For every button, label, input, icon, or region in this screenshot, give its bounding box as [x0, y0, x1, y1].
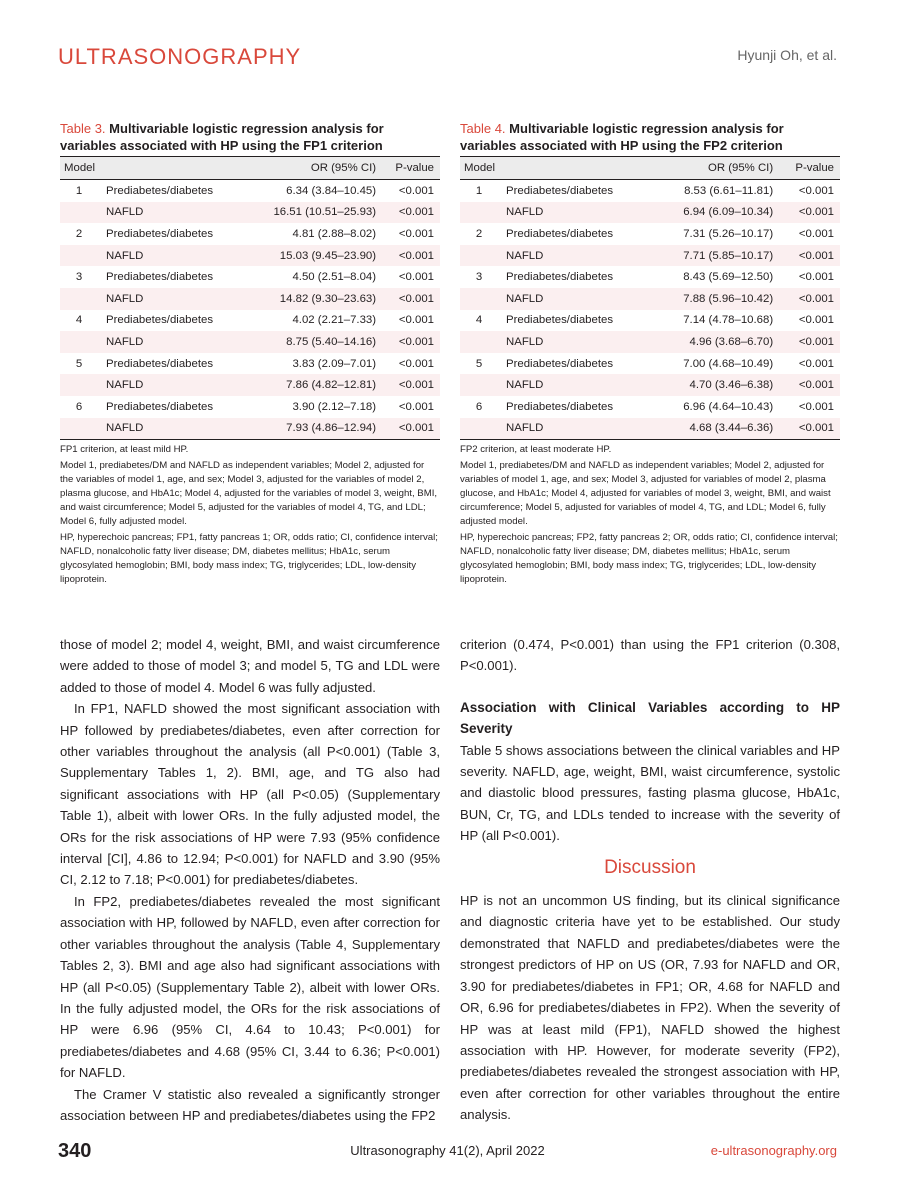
table-row [460, 223, 840, 245]
model-cell [60, 288, 102, 310]
variable-cell: NAFLD [106, 335, 144, 348]
table-row [60, 310, 440, 332]
or-cell: 15.03 (9.45–23.90) [279, 249, 377, 262]
table-row [460, 245, 840, 267]
variable-cell: NAFLD [506, 335, 544, 348]
pvalue-cell: <0.001 [798, 400, 834, 413]
table-row [60, 418, 440, 440]
table3-number: Table 3. [60, 121, 106, 136]
table4-notes [460, 443, 840, 587]
running-author: Hyunji Oh, et al. [737, 47, 837, 63]
model-cell: 5 [475, 357, 483, 370]
col-header-model: Model [464, 162, 496, 174]
table-row [460, 396, 840, 418]
table-row [460, 353, 840, 375]
or-cell: 7.14 (4.78–10.68) [683, 314, 774, 327]
or-cell: 8.53 (6.61–11.81) [684, 184, 774, 197]
or-cell: 4.68 (3.44–6.36) [689, 422, 774, 435]
table3-body [60, 180, 440, 440]
left-body-text [60, 634, 440, 1126]
model-cell: 2 [475, 227, 483, 240]
model-cell [60, 245, 102, 267]
table-row [60, 245, 440, 267]
paragraph: In FP1, NAFLD showed the most significant association with HP followed by prediabetes/diabetes, even after correction for other variables throughout the analysis (all P<0.001) (Table 3, Supplementary Tables 1, 2). BMI, age, and TG also had significant associations with HP (all P<0.05) (Supplementary Table 1), albeit with lower ORs. In the fully adjusted model, the ORs for the risk associations of HP were 7.93 (95% confidence interval [CI], 4.86 to 12.94; P<0.001) for NAFLD and 3.90 (95% CI, 2.12 to 7.18; P<0.001) for prediabetes/diabetes. [60, 701, 440, 888]
variable-cell: Prediabetes/diabetes [106, 314, 214, 327]
table4-block [460, 120, 840, 589]
table-row [460, 180, 840, 202]
journal-website-link[interactable]: e-ultrasonography.org [710, 1143, 837, 1158]
pvalue-cell: <0.001 [798, 206, 834, 219]
pvalue-cell: <0.001 [798, 292, 834, 305]
variable-cell: NAFLD [106, 379, 144, 392]
variable-cell: NAFLD [506, 292, 544, 305]
model-cell [60, 374, 102, 396]
variable-cell: Prediabetes/diabetes [506, 271, 614, 284]
variable-cell: Prediabetes/diabetes [506, 184, 614, 197]
model-cell: 1 [75, 184, 83, 197]
table-row [460, 266, 840, 288]
table3-note: Model 1, prediabetes/DM and NAFLD as independent variables; Model 2, adjusted for the variables of model 1, age, and sex; Model 3, adjusted for the variables of model 2, plasma glucose, and HbA1c; Model 4, adjusted for the variables of model 3, weight, BMI, and waist circumference; Model 5, adjusted for the variables of model 4, TG, and LDL; Model 6, fully adjusted model. [60, 460, 438, 528]
model-cell: 1 [475, 184, 483, 197]
variable-cell: Prediabetes/diabetes [506, 227, 614, 240]
model-cell: 5 [75, 357, 83, 370]
variable-cell: NAFLD [106, 422, 144, 435]
variable-cell: NAFLD [506, 379, 544, 392]
journal-name: ULTRASONOGRAPHY [58, 44, 302, 69]
col-header-variable [102, 157, 244, 180]
page-number: 340 [58, 1140, 92, 1162]
table-row [460, 331, 840, 353]
or-cell: 4.81 (2.88–8.02) [292, 227, 377, 240]
table-row [60, 266, 440, 288]
model-cell: 6 [75, 400, 83, 413]
or-cell: 7.00 (4.68–10.49) [683, 357, 774, 370]
table3-note: HP, hyperechoic pancreas; FP1, fatty pancreas 1; OR, odds ratio; CI, confidence interval; NAFLD, nonalcoholic fatty liver disease; DM, diabetes mellitus; HbA1c, serum glycosylated hemoglobin; BMI, body mass index; TG, triglycerides; LDL, low-density lipoprotein. [60, 532, 438, 586]
paragraph: those of model 2; model 4, weight, BMI, and waist circumference were added to those of model 3; and model 5, TG and LDL were added to those of model 4. Model 6 was fully adjusted. [60, 637, 440, 695]
table-row [460, 310, 840, 332]
variable-cell: NAFLD [106, 206, 144, 219]
pvalue-cell: <0.001 [398, 335, 434, 348]
table3 [60, 156, 440, 440]
paragraph: HP is not an uncommon US finding, but its clinical significance and diagnostic criteria have yet to be established. Our study demonstrated that NAFLD and prediabetes/diabetes were the strongest predictors of HP on US (OR, 7.93 for NAFLD and OR, 3.90 for prediabetes/diabetes in FP1; OR, 4.68 for NAFLD and OR, 6.96 for prediabetes/diabetes in FP2). When the severity of HP was at least mild (FP1), NAFLD showed the highest association with HP. However, for moderate severity (FP2), prediabetes/diabetes revealed the strongest association with HP, even after correction for other variables throughout the entire analysis. [460, 893, 840, 1123]
or-cell: 16.51 (10.51–25.93) [273, 206, 377, 219]
pvalue-cell: <0.001 [798, 335, 834, 348]
table-row [60, 331, 440, 353]
pvalue-cell: <0.001 [398, 292, 434, 305]
table4-note: HP, hyperechoic pancreas; FP2, fatty pancreas 2; OR, odds ratio; CI, confidence interval; NAFLD, nonalcoholic fatty liver disease; DM, diabetes mellitus; HbA1c, serum glycosylated hemoglobin; BMI, body mass index; TG, triglycerides; LDL, low-density lipoprotein. [460, 532, 838, 586]
table-row [460, 288, 840, 310]
table4 [460, 156, 840, 440]
or-cell: 8.75 (5.40–14.16) [286, 335, 377, 348]
table4-body [460, 180, 840, 440]
section-heading: Discussion [604, 856, 696, 878]
pvalue-cell: <0.001 [798, 314, 834, 327]
model-cell [460, 418, 502, 440]
page-footer [58, 1140, 837, 1164]
table-row [60, 180, 440, 202]
table3-notes [60, 443, 440, 587]
variable-cell: Prediabetes/diabetes [506, 357, 614, 370]
table-row [60, 202, 440, 224]
or-cell: 6.96 (4.64–10.43) [683, 400, 774, 413]
or-cell: 4.50 (2.51–8.04) [292, 271, 377, 284]
table-row [60, 288, 440, 310]
pvalue-cell: <0.001 [398, 314, 434, 327]
variable-cell: Prediabetes/diabetes [506, 314, 614, 327]
table3-caption [60, 120, 440, 154]
pvalue-cell: <0.001 [398, 184, 434, 197]
pvalue-cell: <0.001 [398, 271, 434, 284]
or-cell: 7.86 (4.82–12.81) [286, 379, 377, 392]
col-header-or: OR (95% CI) [310, 162, 377, 174]
paragraph: The Cramer V statistic also revealed a significantly stronger association between HP and prediabetes/diabetes using the FP2 [60, 1086, 440, 1123]
or-cell: 14.82 (9.30–23.63) [279, 292, 377, 305]
variable-cell: NAFLD [106, 292, 144, 305]
model-cell: 2 [75, 227, 83, 240]
variable-cell: Prediabetes/diabetes [506, 400, 614, 413]
or-cell: 7.31 (5.26–10.17) [683, 227, 774, 240]
pvalue-cell: <0.001 [798, 249, 834, 262]
pvalue-cell: <0.001 [398, 249, 434, 262]
or-cell: 3.83 (2.09–7.01) [292, 357, 377, 370]
table4-number: Table 4. [460, 121, 506, 136]
pvalue-cell: <0.001 [398, 400, 434, 413]
table-row [60, 396, 440, 418]
variable-cell: NAFLD [506, 422, 544, 435]
pvalue-cell: <0.001 [398, 379, 434, 392]
table4-title: Multivariable logistic regression analysis for variables associated with HP using the FP2 criterion [460, 121, 784, 153]
col-header-pvalue: P-value [395, 162, 434, 174]
model-cell: 3 [75, 271, 83, 284]
col-header-variable [502, 157, 651, 180]
table-row [460, 374, 840, 396]
model-cell [60, 331, 102, 353]
or-cell: 3.90 (2.12–7.18) [292, 400, 377, 413]
table-row [60, 353, 440, 375]
table4-note: FP2 criterion, at least moderate HP. [460, 444, 612, 456]
pvalue-cell: <0.001 [398, 357, 434, 370]
table3-title: Multivariable logistic regression analysis for variables associated with HP using the FP1 criterion [60, 121, 384, 153]
model-cell [460, 374, 502, 396]
subsection-heading: Association with Clinical Variables according to HP Severity [460, 699, 840, 737]
variable-cell: Prediabetes/diabetes [106, 400, 214, 413]
or-cell: 4.02 (2.21–7.33) [292, 314, 377, 327]
model-cell: 3 [475, 271, 483, 284]
model-cell: 6 [475, 400, 483, 413]
or-cell: 7.71 (5.85–10.17) [683, 249, 774, 262]
right-body-text [460, 634, 840, 1126]
table-row [60, 374, 440, 396]
model-cell [460, 245, 502, 267]
paragraph: In FP2, prediabetes/diabetes revealed the most significant association with HP, followed by NAFLD, even after correction for other variables throughout the analysis (Table 4, Supplementary Tables 2, 3). BMI and age also had significant associations with HP (all P<0.05) (Supplementary Table 2), albeit with lower ORs. In the fully adjusted model, the ORs for the risk associations of HP were 6.96 (95% CI, 4.64 to 10.43; P<0.001) for prediabetes/diabetes and 4.68 (95% CI, 3.44 to 6.36; P<0.001) for NAFLD. [60, 893, 440, 1081]
model-cell: 4 [475, 314, 483, 327]
table-row [460, 202, 840, 224]
pvalue-cell: <0.001 [798, 379, 834, 392]
table4-caption [460, 120, 840, 154]
pvalue-cell: <0.001 [398, 227, 434, 240]
variable-cell: Prediabetes/diabetes [106, 271, 214, 284]
paragraph: Table 5 shows associations between the clinical variables and HP severity. NAFLD, age, weight, BMI, waist circumference, systolic and diastolic blood pressures, fasting plasma glucose, HbA1c, BUN, Cr, TG, and LDLs tended to increase with the severity of HP (all P<0.001). [460, 742, 840, 844]
pvalue-cell: <0.001 [398, 422, 434, 435]
col-header-pvalue: P-value [795, 162, 834, 174]
model-cell [60, 418, 102, 440]
model-cell [60, 202, 102, 224]
variable-cell: Prediabetes/diabetes [106, 227, 214, 240]
model-cell: 4 [75, 314, 83, 327]
variable-cell: Prediabetes/diabetes [106, 357, 214, 370]
journal-citation: Ultrasonography 41(2), April 2022 [350, 1143, 545, 1158]
paragraph: criterion (0.474, P<0.001) than using the FP1 criterion (0.308, P<0.001). [460, 637, 840, 674]
or-cell: 8.43 (5.69–12.50) [683, 271, 774, 284]
pvalue-cell: <0.001 [798, 227, 834, 240]
variable-cell: Prediabetes/diabetes [106, 184, 214, 197]
table4-note: Model 1, prediabetes/DM and NAFLD as independent variables; Model 2, adjusted for variables of model 1, age, and sex; Model 3, adjusted for variables of model 2, plasma glucose, and HbA1c; Model 4, adjusted for variables of model 3, weight, BMI, and waist circumference; Model 5, adjusted for variables of model 4, TG, and LDL; Model 6, fully adjusted model. [460, 460, 831, 528]
col-header-model: Model [64, 162, 96, 174]
pvalue-cell: <0.001 [398, 206, 434, 219]
or-cell: 6.34 (3.84–10.45) [286, 184, 377, 197]
model-cell [460, 331, 502, 353]
pvalue-cell: <0.001 [798, 271, 834, 284]
or-cell: 6.94 (6.09–10.34) [683, 206, 774, 219]
pvalue-cell: <0.001 [798, 357, 834, 370]
col-header-or: OR (95% CI) [707, 162, 774, 174]
pvalue-cell: <0.001 [798, 184, 834, 197]
table-row [460, 418, 840, 440]
or-cell: 7.88 (5.96–10.42) [683, 292, 774, 305]
or-cell: 7.93 (4.86–12.94) [286, 422, 377, 435]
model-cell [460, 288, 502, 310]
table-row [60, 223, 440, 245]
or-cell: 4.70 (3.46–6.38) [689, 379, 774, 392]
variable-cell: NAFLD [106, 249, 144, 262]
or-cell: 4.96 (3.68–6.70) [689, 335, 774, 348]
table3-note: FP1 criterion, at least mild HP. [60, 444, 189, 456]
model-cell [460, 202, 502, 224]
variable-cell: NAFLD [506, 249, 544, 262]
variable-cell: NAFLD [506, 206, 544, 219]
table3-block [60, 120, 440, 589]
pvalue-cell: <0.001 [798, 422, 834, 435]
